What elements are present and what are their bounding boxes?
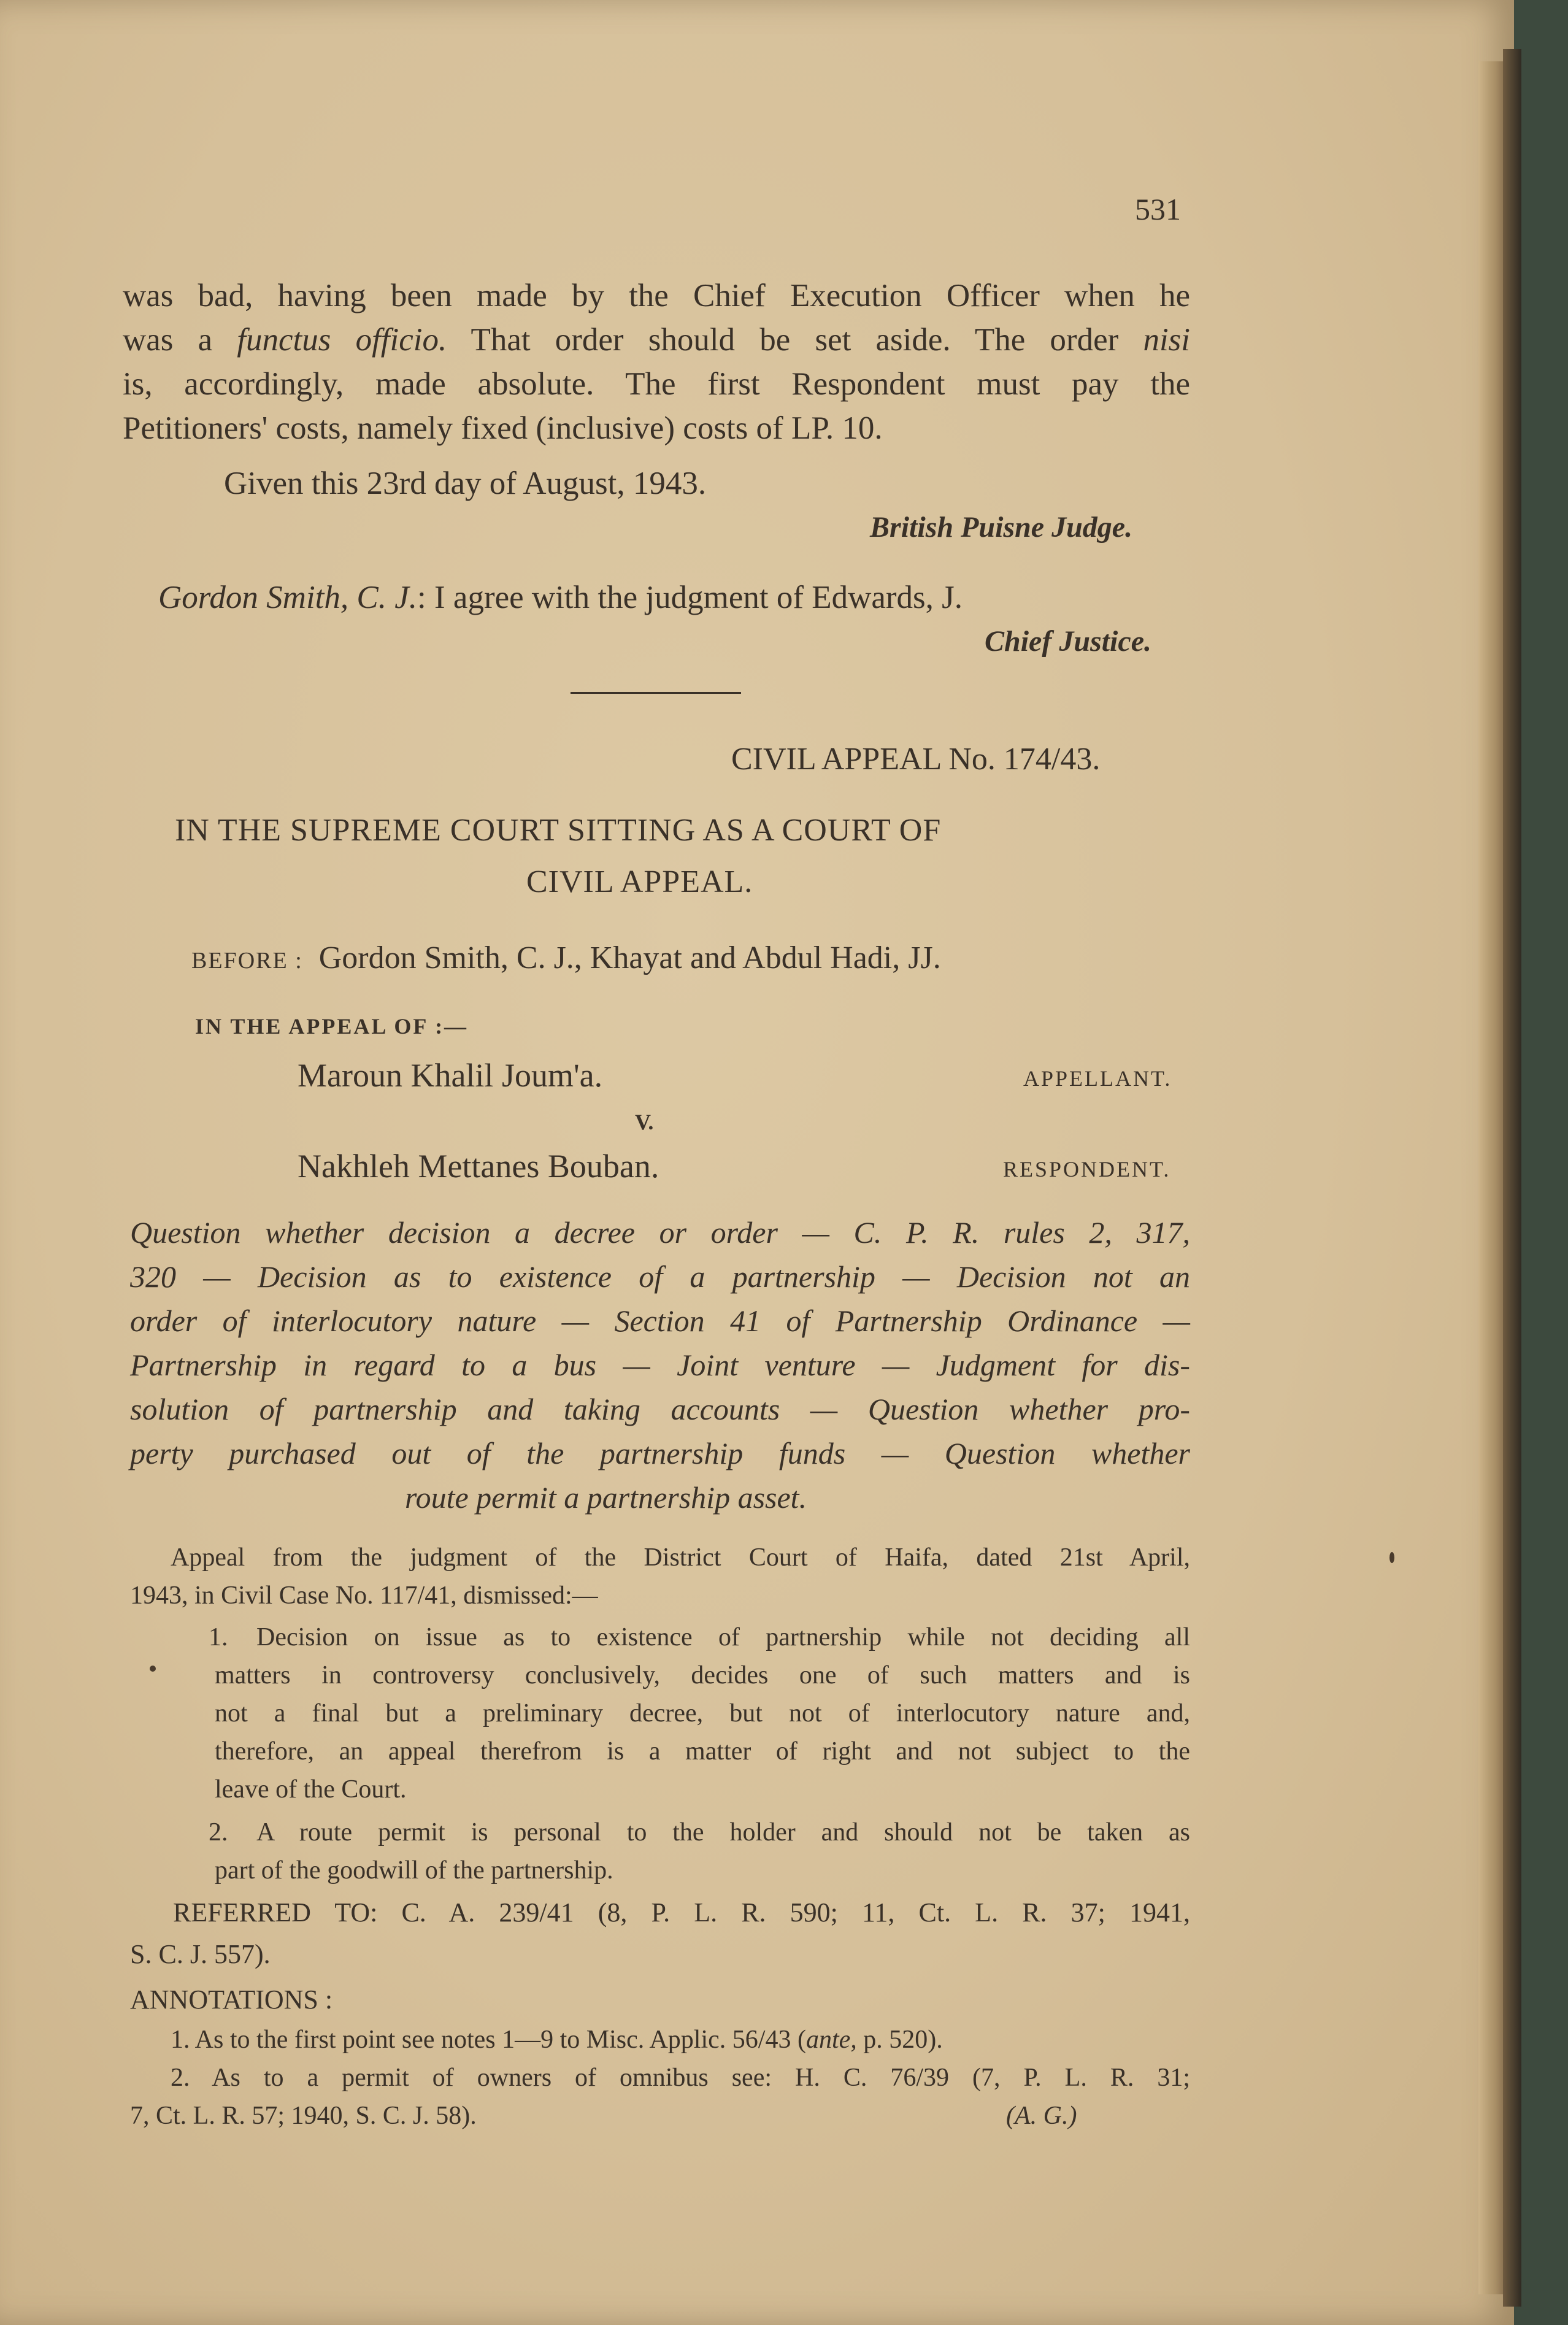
holding-2-line-1: A route permit is personal to the holder and should not be taken as: [256, 1818, 1190, 1847]
holding-1-line-2: matters in controversy conclusively, decides one of such matters and is: [215, 1661, 1190, 1689]
annotation-2-line-1: 2. As to a permit of owners of omnibus see: H. C. 76/39 (7, P. L. R. 31;: [171, 2064, 1190, 2092]
respondent-label: RESPONDENT.: [1003, 1157, 1171, 1182]
headnote-line-6: perty purchased out of the partnership funds — Question whether: [130, 1436, 1190, 1470]
page-edge: [1478, 61, 1503, 2294]
opening-line-2: was a functus officio. That order should be set aside. The order nisi: [123, 322, 1191, 358]
holding-1-line-3: not a final but a preliminary decree, but not of interlocutory nature and,: [215, 1699, 1190, 1727]
holding-1-number: 1.: [209, 1623, 228, 1651]
holding-2-line-2: part of the goodwill of the partnership.: [215, 1856, 613, 1885]
book-cover-edge: [1503, 49, 1521, 2307]
annotation-2-line-2: 7, Ct. L. R. 57; 1940, S. C. J. 58).: [130, 2102, 477, 2130]
opening-line-1: was bad, having been made by the Chief Execution Officer when he: [123, 278, 1190, 313]
appellant-label: APPELLANT.: [1023, 1066, 1172, 1091]
headnote-line-4: Partnership in regard to a bus — Joint venture — Judgment for dis-: [130, 1348, 1190, 1382]
signature-chief-justice: Chief Justice.: [985, 625, 1151, 658]
signature-puisne-judge: British Puisne Judge.: [870, 511, 1133, 544]
holding-1-line-5: leave of the Court.: [215, 1775, 407, 1804]
holding-1-line-4: therefore, an appeal therefrom is a matter of right and not subject to the: [215, 1737, 1190, 1766]
appeal-intro-line-2: 1943, in Civil Case No. 117/41, dismissed:—: [130, 1581, 598, 1610]
case-number: CIVIL APPEAL No. 174/43.: [731, 742, 1101, 777]
ink-speck: [150, 1666, 156, 1672]
referred-to-line-2: S. C. J. 557).: [130, 1939, 271, 1969]
in-the-appeal-of: IN THE APPEAL OF :—: [195, 1014, 469, 1039]
section-divider: [571, 692, 741, 694]
page-number: 531: [1135, 192, 1181, 226]
headnote-line-5: solution of partnership and taking accounts — Question whether pro-: [130, 1392, 1190, 1426]
given-date: Given this 23rd day of August, 1943.: [224, 466, 707, 501]
appeal-intro-line-1: Appeal from the judgment of the District Court of Haifa, dated 21st April,: [171, 1543, 1190, 1572]
annotation-1: 1. As to the first point see notes 1—9 to Misc. Applic. 56/43 (ante, p. 520).: [171, 2026, 943, 2054]
annotator-initials: (A. G.): [1006, 2102, 1077, 2130]
headnote-line-2: 320 — Decision as to existence of a partnership — Decision not an: [130, 1259, 1190, 1294]
respondent-name: Nakhleh Mettanes Bouban.: [298, 1148, 659, 1185]
annotations-heading: ANNOTATIONS :: [130, 1985, 333, 2015]
opening-line-3: is, accordingly, made absolute. The first Respondent must pay the: [123, 366, 1190, 402]
court-heading-line-2: CIVIL APPEAL.: [526, 864, 753, 899]
headnote-line-1: Question whether decision a decree or order — C. P. R. rules 2, 317,: [130, 1215, 1190, 1250]
appellant-name: Maroun Khalil Joum'a.: [298, 1057, 603, 1094]
referred-to-line-1: REFERRED TO: C. A. 239/41 (8, P. L. R. 590; 11, Ct. L. R. 37; 1941,: [173, 1897, 1190, 1927]
court-heading-line-1: IN THE SUPREME COURT SITTING AS A COURT OF: [175, 813, 942, 848]
holding-2-number: 2.: [209, 1818, 228, 1847]
concurrence: Gordon Smith, C. J.: I agree with the judgment of Edwards, J.: [158, 580, 963, 615]
headnote-line-3: order of interlocutory nature — Section 41 of Partnership Ordinance —: [130, 1304, 1190, 1338]
holding-1-line-1: Decision on issue as to existence of partnership while not deciding all: [256, 1623, 1190, 1651]
ink-speck: [1389, 1552, 1394, 1563]
before-line: BEFORE : Gordon Smith, C. J., Khayat and Abdul Hadi, JJ.: [191, 940, 941, 975]
opening-line-4: Petitioners' costs, namely fixed (inclusive) costs of LP. 10.: [123, 410, 883, 446]
headnote-line-7: route permit a partnership asset.: [405, 1480, 807, 1515]
versus: V.: [635, 1110, 654, 1134]
